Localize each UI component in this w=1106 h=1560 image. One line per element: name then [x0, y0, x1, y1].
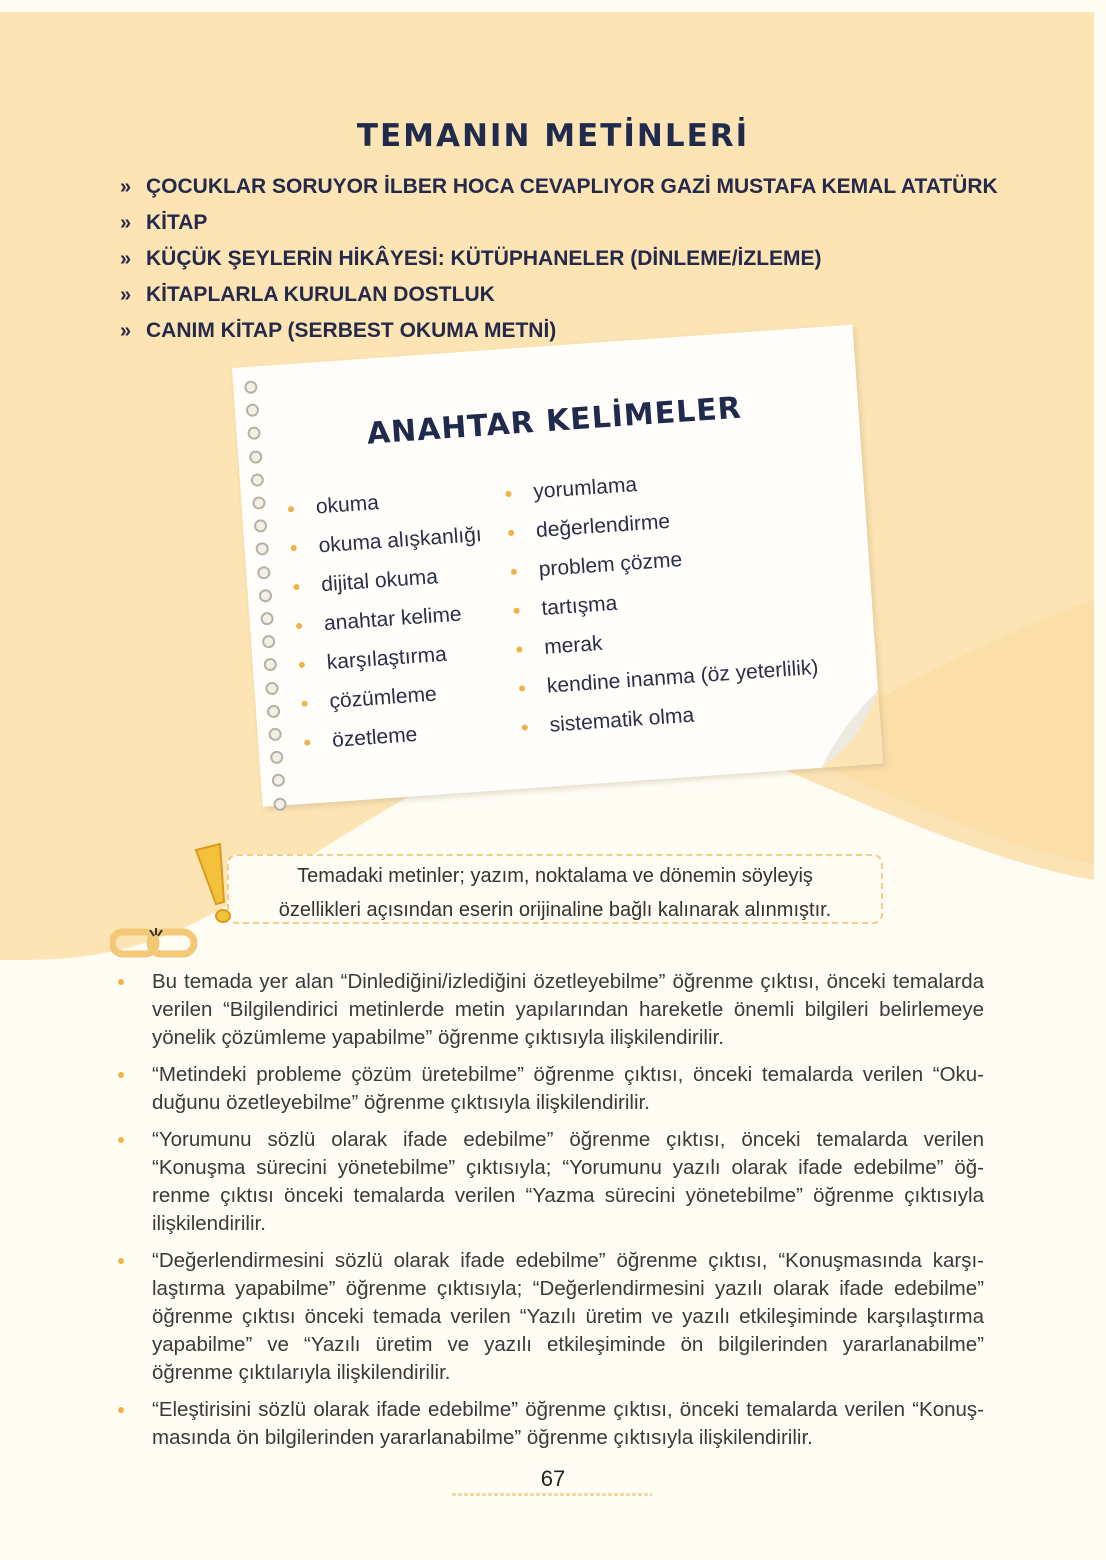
theme-text-item: » CANIM KİTAP (SERBEST OKUMA METNİ): [120, 316, 1000, 352]
outcome-item: “Metindeki probleme çözüm üretebilme” öğrenme çıktısı, önceki temalarda verilen “Okuduğunu özetleyebilme” öğrenme çıktısıyla ilişkilendirilir.: [118, 1061, 984, 1117]
keywords-right-list: [502, 458, 822, 751]
bullet-dot-icon: [118, 979, 124, 985]
page-curl-icon: [816, 690, 883, 768]
bullet-dot-icon: [513, 608, 519, 614]
outcome-item: “Değerlendirmesini sözlü olarak ifade edebilme” öğrenme çıktısı, “Konuşmasında karşılaştırma yapabilme” öğrenme çıktısıyla; “Değerlendirmesini yazılı olarak ifade edebilme” öğrenme çıktısı önceki temada verilen “Yazılı üretim ve yazılı etkileşiminde karşılaştırma yapabilme” ve “Yazılı üretim ve yazılı etkileşiminde ön bilgilerinden yararlanabilme” öğrenme çıktılarıyla ilişkilendirilir.: [118, 1247, 984, 1387]
bullet-dot-icon: [516, 646, 522, 652]
bullet-dot-icon: [304, 739, 310, 745]
bullet-dot-icon: [296, 623, 302, 629]
theme-text-item: » KİTAPLARLA KURULAN DOSTLUK: [120, 280, 1000, 316]
keyword-item: dijital okuma: [290, 559, 486, 611]
keyword-item: okuma alışkanlığı: [288, 520, 484, 572]
outcome-item: Bu temada yer alan “Dinlediğini/izlediğini özetleyebilme” öğrenme çıktısı, önceki temalarda verilen “Bilgilendirici metinlerde metin yapılarından hareketle önemli bilgileri belirlemeye yönelik çözümleme yapabilme” öğrenme çıktısıyla ilişkilendirilir.: [118, 968, 984, 1052]
outcome-item: “Yorumunu sözlü olarak ifade edebilme” öğrenme çıktısı, önceki temalarda verilen “Konuşma sürecini yönetebilme” çıktısıyla; “Yorumunu yazılı olarak ifade edebilme” öğrenme çıktısı önceki temalarda verilen “Yazma sürecini yönetebilme” öğrenme çıktısıyla ilişkilendirilir.: [118, 1126, 984, 1238]
keywords-left-list: [285, 481, 497, 767]
theme-texts-title: TEMANIN METİNLERİ: [356, 118, 750, 154]
outcome-item: “Eleştirisini sözlü olarak ifade edebilme” öğrenme çıktısı, önceki temalarda verilen “Konuşmasında ön bilgilerinden yararlanabilme” öğrenme çıktısıyla ilişkilendirilir.: [118, 1396, 984, 1452]
bullet-dot-icon: [293, 584, 299, 590]
bullet-dot-icon: [508, 530, 514, 536]
bullet-dot-icon: [288, 506, 294, 512]
bullet-dot-icon: [118, 1137, 124, 1143]
learning-outcomes-list: [118, 968, 984, 1461]
bullet-dot-icon: [118, 1407, 124, 1413]
bullet-dot-icon: [291, 545, 297, 551]
keyword-item: özetleme: [301, 715, 497, 767]
bullet-dot-icon: [299, 662, 305, 668]
chevron-icon: »: [120, 248, 132, 270]
bullet-dot-icon: [118, 1258, 124, 1264]
chevron-icon: »: [120, 212, 132, 234]
keyword-item: problem çözme: [508, 536, 812, 596]
bullet-dot-icon: [118, 1072, 124, 1078]
bullet-dot-icon: [522, 724, 528, 730]
keyword-item: sistematik olma: [519, 692, 823, 752]
bullet-dot-icon: [301, 701, 307, 707]
chain-link-icon: [110, 924, 200, 960]
keyword-item: çözümleme: [299, 676, 495, 728]
theme-texts-list: [120, 172, 1000, 352]
bullet-dot-icon: [511, 569, 517, 575]
keywords-notepad: [232, 325, 883, 807]
keyword-item: anahtar kelime: [293, 598, 489, 650]
chevron-icon: »: [120, 284, 132, 306]
theme-text-item: » ÇOCUKLAR SORUYOR İLBER HOCA CEVAPLIYOR GAZİ MUSTAFA KEMAL ATATÜRK: [120, 172, 1000, 208]
page-number-underline: [452, 1493, 652, 1496]
keyword-item: merak: [513, 614, 817, 674]
theme-text-item: » KİTAP: [120, 208, 1000, 244]
keywords-title: ANAHTAR KELİMELER: [365, 390, 743, 452]
keyword-item: değerlendirme: [505, 497, 809, 557]
keyword-item: okuma: [285, 481, 481, 533]
page-number: 67: [540, 1466, 566, 1491]
theme-text-item: » KÜÇÜK ŞEYLERİN HİKÂYESİ: KÜTÜPHANELER (DİNLEME/İZLEME): [120, 244, 1000, 280]
keyword-item: karşılaştırma: [296, 637, 492, 689]
bullet-dot-icon: [505, 491, 511, 497]
chevron-icon: »: [120, 320, 132, 342]
keyword-item: kendine inanma (öz yeterlilik): [516, 653, 820, 713]
keyword-item: yorumlama: [502, 458, 806, 518]
exclamation-icon: [190, 842, 236, 926]
keyword-item: tartışma: [511, 575, 815, 635]
bullet-dot-icon: [519, 685, 525, 691]
info-note-box: [227, 854, 883, 924]
info-note-line-2: özellikleri açısından eserin orijinaline bağlı kalınarak alınmıştır.: [278, 899, 832, 921]
chevron-icon: »: [120, 176, 132, 198]
info-note-line-1: Temadaki metinler; yazım, noktalama ve dönemin söyleyiş: [297, 865, 813, 887]
